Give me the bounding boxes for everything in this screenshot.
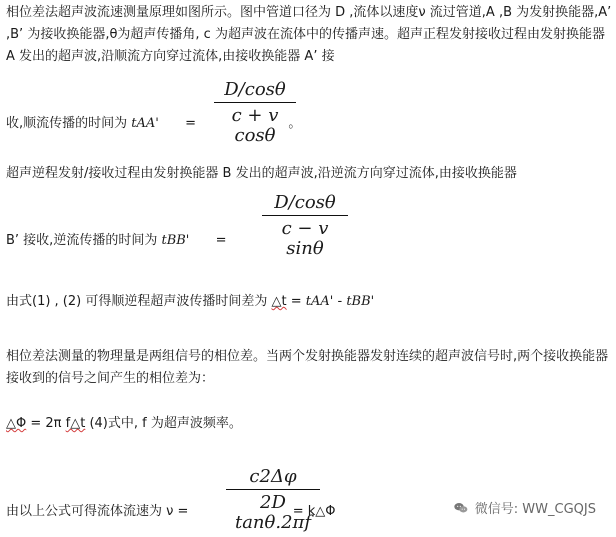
watermark [453, 498, 596, 517]
watermark-label: 微信号: WW_CGQJS [474, 502, 596, 517]
math-tBB: tBB' [161, 233, 190, 248]
formula-reverse [262, 193, 348, 259]
math-tBB-2: tBB' [346, 294, 375, 309]
delta-phi: △Φ [6, 416, 27, 431]
text-line7d: (4)式中, f 为超声波频率。 [89, 416, 242, 431]
equals-sign: = [185, 116, 201, 131]
f-delta-t: f△t [65, 416, 86, 431]
formula-velocity [226, 467, 320, 533]
text-line8b: = k△Φ [292, 504, 336, 519]
text-line2a: 收,顺流传播的时间为 [6, 116, 128, 131]
math-tAA-2: tAA' [305, 294, 334, 309]
formula-forward-denominator: c + v cosθ [231, 105, 279, 146]
minus-sign: - [337, 294, 347, 309]
wechat-icon [453, 500, 469, 516]
two-pi: = 2π [30, 416, 62, 431]
text-line1: 相位差法超声波流速测量原理如图所示。图中管道口径为 D ,流体以速度ν 流过管道,A ,B 为发射换能器,A’ ,B’ 为接收换能器,θ为超声传播角, c 为超声波在流体中的传播声速。超声正程发射接收过程由发射换能器 A 发出的超声波,沿顺流方向穿过流体,由接收换能器 A’ 接 [6, 5, 612, 64]
formula-reverse-bar [262, 215, 348, 216]
formula-velocity-denominator: 2D tanθ.2πf [234, 492, 312, 533]
paragraph-phase-formula [6, 413, 612, 435]
equals-sign-3: = [290, 294, 306, 309]
equals-sign-2: = [215, 233, 227, 248]
paragraph-phase-diff [6, 346, 612, 390]
text-line4a: B’ 接收,逆流传播的时间为 [6, 233, 158, 248]
formula-reverse-denominator: c − v sinθ [281, 218, 329, 259]
formula-forward-bar [214, 102, 296, 103]
formula-velocity-bar [226, 489, 320, 490]
formula-forward [214, 80, 296, 146]
text-line3: 超声逆程发射/接收过程由发射换能器 B 发出的超声波,沿逆流方向穿过流体,由接收换能器 [6, 166, 517, 181]
text-line6: 相位差法测量的物理量是两组信号的相位差。当两个发射换能器发射连续的超声波信号时,两个接收换能器接收到的信号之间产生的相位差为： [6, 349, 609, 386]
paragraph-time-diff [6, 291, 612, 313]
paragraph-forward-time [6, 113, 612, 135]
paragraph-intro [6, 2, 612, 68]
formula-velocity-numerator: c2Δφ [249, 466, 297, 487]
period: 。 [288, 116, 302, 131]
formula-forward-numerator: D/cosθ [224, 79, 286, 100]
formula-reverse-numerator: D/cosθ [274, 192, 336, 213]
text-line8a: 由以上公式可得流体流速为 ν = [6, 504, 193, 519]
text-line5a: 由式(1) , (2) 可得顺逆程超声波传播时间差为 [6, 294, 268, 309]
delta-t: △t [271, 294, 287, 309]
paragraph-reverse-intro [6, 163, 612, 185]
math-tAA: tAA' [131, 116, 159, 131]
